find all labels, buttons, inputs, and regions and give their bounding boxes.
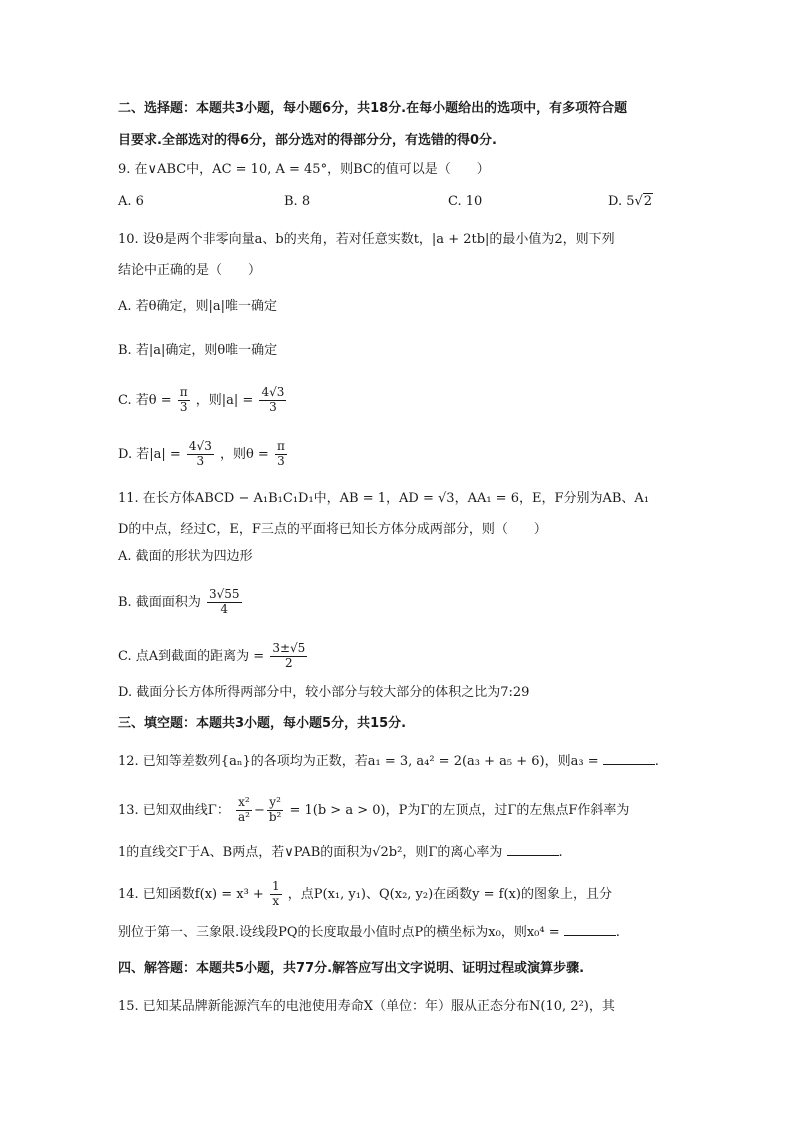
question-11-line2: D的中点，经过C，E，F三点的平面将已知长方体分成两部分，则（ ） — [118, 522, 547, 537]
question-11-option-a: A. 截面的形状为四边形 — [118, 549, 253, 564]
question-14-mid: ，点P(x₁, y₁)、Q(x₂, y₂)在函数y = f(x)的图象上，且分 — [287, 886, 612, 902]
question-10-option-c-mid: ，则|a| = — [195, 392, 254, 408]
question-14-line2-text: 别位于第一、三象限.设线段PQ的长度取最小值时点P的横坐标为x₀，则x₀⁴ = — [118, 925, 560, 940]
question-13-line2: 1的直线交Γ于A、B两点，若∨PAB的面积为√2b²，则Γ的离心率为 . — [118, 845, 563, 860]
question-11-option-c-prefix: C. 点A到截面的距离为 = — [118, 648, 265, 664]
question-9-option-c: C. 10 — [448, 194, 483, 209]
question-14-answer-blank — [564, 935, 616, 936]
question-10-option-c — [118, 386, 288, 415]
question-13-line2-text: 1的直线交Γ于A、B两点，若∨PAB的面积为√2b²，则Γ的离心率为 — [118, 845, 503, 860]
question-9-option-a: A. 6 — [118, 194, 144, 209]
question-15-line1: 15. 已知某品牌新能源汽车的电池使用寿命X（单位：年）服从正态分布N(10, 2²)，其 — [118, 999, 615, 1014]
question-11-option-b — [118, 588, 244, 617]
question-9-option-b: B. 8 — [284, 194, 311, 209]
question-12-text: 12. 已知等差数列{aₙ}的各项均为正数，若a₁ = 3, a₄² = 2(a₃ + a₅ + 6)，则a₃ = — [118, 754, 599, 769]
question-9-option-d: D. 5√2 — [608, 194, 653, 209]
question-12: 12. 已知等差数列{aₙ}的各项均为正数，若a₁ = 3, a₄² = 2(a₃ + a₅ + 6)，则a₃ = . — [118, 754, 659, 769]
question-10-line1: 10. 设θ是两个非零向量a、b的夹角，若对任意实数t，|a + 2tb|的最小值为2，则下列 — [118, 232, 615, 247]
question-12-answer-blank — [603, 764, 655, 765]
question-11-option-d: D. 截面分长方体所得两部分中，较小部分与较大部分的体积之比为7:29 — [118, 685, 530, 700]
section-2-header-line1: 二、选择题：本题共3小题，每小题6分，共18分.在每小题给出的选项中，有多项符合题 — [118, 101, 628, 116]
question-14-fraction: $\frac{1}{x}$ — [271, 879, 280, 908]
question-13-prefix: 13. 已知双曲线Γ： — [118, 802, 230, 818]
question-10-line2: 结论中正确的是（ ） — [118, 263, 262, 278]
question-10-option-d-theta-fraction: $\frac{\pi}{3}$ — [276, 439, 285, 468]
question-10-option-c-theta-fraction: $\frac{\pi}{3}$ — [179, 385, 188, 414]
question-11-option-b-prefix: B. 截面面积为 — [118, 594, 201, 610]
question-14-prefix: 14. 已知函数f(x) = x³ + — [118, 886, 264, 902]
question-10-option-a: A. 若θ确定，则|a|唯一确定 — [118, 299, 277, 314]
question-10-option-d-prefix: D. 若|a| = — [118, 446, 181, 462]
question-13-line1: 13. 已知双曲线Γ： $\frac{\text{x²}}{\text{a²}}$ − $\frac{\text{y²}}{\text{b²}}$ = 1(b > a > 0)，P为Γ的左顶点，过Γ的左焦点F作斜率为 — [118, 795, 630, 824]
question-13-answer-blank — [507, 855, 559, 856]
question-11-line1: 11. 在长方体ABCD − A₁B₁C₁D₁中，AB = 1，AD = √3，AA₁ = 6，E，F分别为AB、A₁ — [118, 491, 650, 506]
question-13-x-fraction: $\frac{\text{x²}}{\text{a²}}$ — [237, 795, 250, 824]
question-10-option-c-prefix: C. 若θ = — [118, 392, 172, 408]
question-10-option-d — [118, 440, 289, 469]
question-9-option-d-prefix: D. 5 — [608, 194, 635, 209]
question-10-option-d-mid: ，则θ = — [219, 446, 269, 462]
section-4-header: 四、解答题：本题共5小题，共77分.解答应写出文字说明、证明过程或演算步骤. — [118, 961, 585, 976]
question-14-line1 — [118, 880, 612, 909]
question-10-option-c-a-fraction: $\frac{4√3}{3}$ — [261, 385, 285, 414]
question-11-option-c-fraction: $\frac{3\pm√5}{2}$ — [272, 641, 306, 670]
question-14-line2: 别位于第一、三象限.设线段PQ的长度取最小值时点P的横坐标为x₀，则x₀⁴ = . — [118, 925, 620, 940]
question-9-stem: 9. 在∨ABC中，AC = 10, A = 45°，则BC的值可以是（ ） — [118, 162, 490, 177]
question-10-option-b: B. 若|a|确定，则θ唯一确定 — [118, 343, 278, 358]
question-9-option-d-radicand: 2 — [643, 194, 653, 209]
section-3-header: 三、填空题：本题共3小题，每小题5分，共15分. — [118, 716, 407, 731]
question-13-mid: = 1(b > a > 0)，P为Γ的左顶点，过Γ的左焦点F作斜率为 — [289, 802, 630, 818]
section-2-header-line2: 目要求.全部选对的得6分，部分选对的得部分分，有选错的得0分. — [118, 133, 497, 148]
question-11-option-b-fraction: $\frac{3√55}{4}$ — [208, 587, 240, 616]
question-11-option-c — [118, 642, 309, 671]
question-13-y-fraction: $\frac{\text{y²}}{\text{b²}}$ — [268, 795, 282, 824]
question-10-option-d-a-fraction: $\frac{4√3}{3}$ — [188, 439, 212, 468]
